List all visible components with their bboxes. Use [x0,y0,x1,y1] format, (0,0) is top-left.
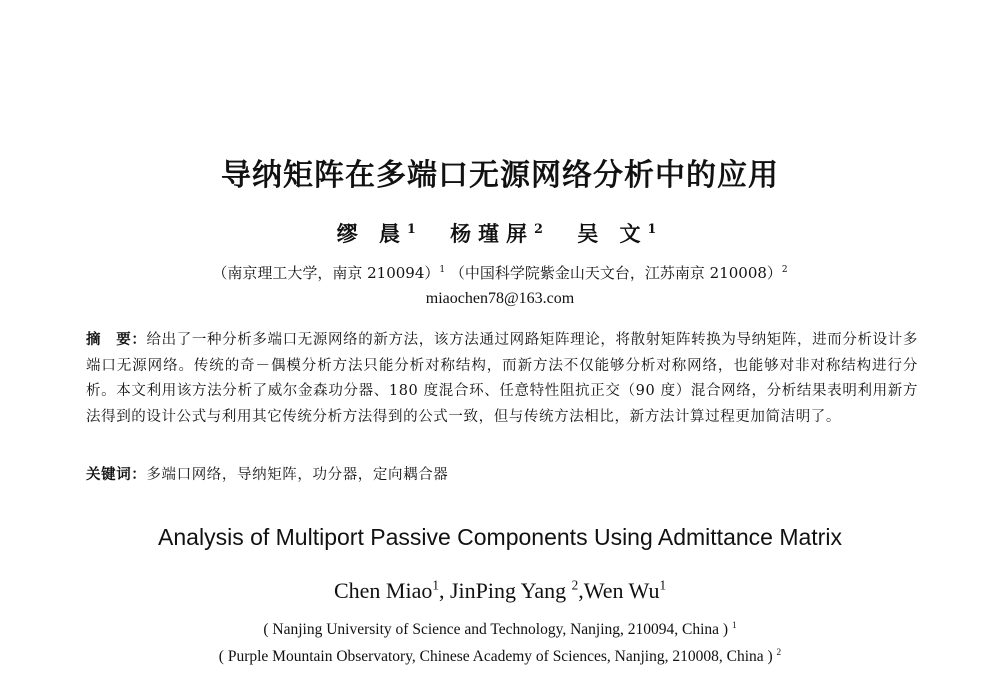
abstract-cn [86,328,918,430]
author-name: Chen Miao [333,578,433,603]
author-email: miaochen78@163.com [425,290,575,307]
affiliation-text: ( Purple Mountain Observatory, Chinese Academy of Sciences, Nanjing, 210008, China ) [218,648,773,665]
author-name: 吴 文 [577,221,648,246]
author-cn-1 [337,221,423,246]
paper-title-en: Analysis of Multiport Passive Components Using Admittance Matrix [158,524,842,550]
keywords-text: 多端口网络，导纳矩阵，功分器，定向耦合器 [146,467,449,483]
keywords-label: 关键词： [86,467,147,483]
abstract-text: 给出了一种分析多端口无源网络的新方法，该方法通过网路矩阵理论，将散射矩阵转换为导纳矩阵，进而分析设计多端口无源网络。传统的奇－偶模分析方法只能分析对称结构，而新方法不仅能够分析对称网络，也能够对非对称结构进行分析。本文利用该方法分析了威尔金森功分器、180 度混合环、任意特性阻抗正交（90 度）混合网络，分析结果表明利用新方法得到的设计公式与利用其它传统分析方法得到的公式一致，但与传统方法相比，新方法计算过程更加简洁明了。 [86,332,918,425]
affiliation-mark: 1 [731,620,737,631]
paper-title-cn: 导纳矩阵在多端口无源网络分析中的应用 [221,158,779,193]
author-affil-mark: 2 [534,221,550,236]
affiliation-en-1 [0,621,1000,639]
author-list-cn [0,218,1000,248]
affiliations-cn [0,262,1000,283]
author-affil-mark: 2 [571,577,579,593]
author-en-1 [334,578,439,603]
affiliation-mark: 2 [776,647,782,658]
keywords-cn [86,462,918,488]
author-affil-mark: 1 [659,577,667,593]
author-name: , JinPing Yang [438,578,572,603]
affiliation-text: ( Nanjing University of Science and Technology, Nanjing, 210094, China ) [263,621,729,638]
author-en-2 [439,578,578,603]
abstract-label: 摘 要： [86,332,147,348]
author-affil-mark: 1 [407,221,423,236]
affiliation-mark: 1 [439,265,446,275]
author-cn-2 [450,221,550,246]
author-name: 杨瑾屏 [450,221,535,246]
affiliation-cn-1 [212,264,445,282]
affiliation-cn-2 [450,264,788,282]
author-affil-mark: 1 [647,221,664,236]
affiliation-text: （中国科学院紫金山天文台，江苏南京 210008） [449,264,782,282]
author-name: ,Wen Wu [578,578,660,603]
author-name: 缪 晨 [336,221,408,246]
author-list-en [0,578,1000,604]
author-en-3 [578,578,666,603]
author-affil-mark: 1 [432,577,439,593]
affiliation-text: （南京理工大学，南京 210094） [212,264,440,282]
affiliation-en-2 [0,648,1000,666]
affiliation-mark: 2 [781,265,788,275]
author-cn-3 [577,221,663,246]
